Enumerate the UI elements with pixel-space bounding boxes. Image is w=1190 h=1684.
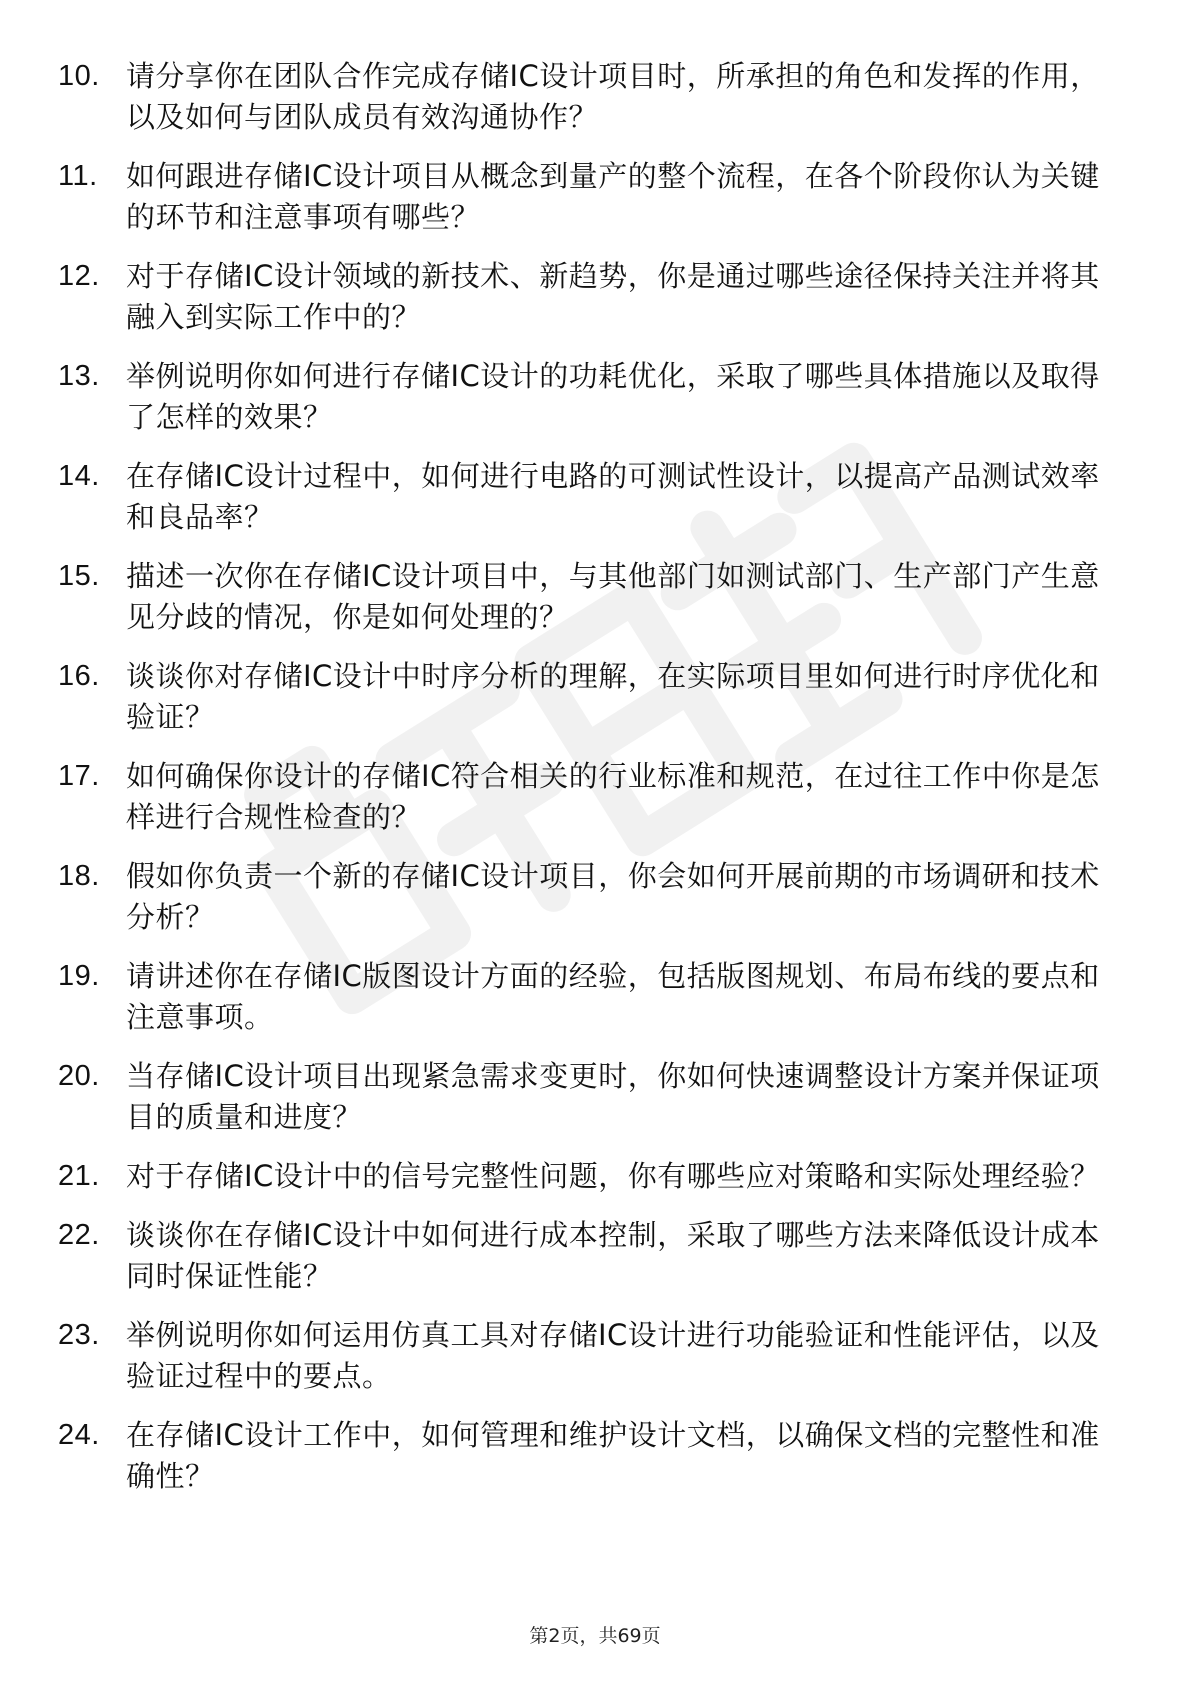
question-list (58, 56, 1118, 1515)
question-item-20 (58, 1056, 1118, 1138)
question-text: 举例说明你如何运用仿真工具对存储IC设计进行功能验证和性能评估，以及验证过程中的要点。 (126, 1318, 1100, 1393)
question-text: 对于存储IC设计领域的新技术、新趋势，你是通过哪些途径保持关注并将其融入到实际工作中的？ (126, 259, 1100, 334)
question-item-23 (58, 1315, 1118, 1397)
question-item-24 (58, 1415, 1118, 1497)
question-number: 10. (58, 60, 100, 92)
question-number: 13. (58, 360, 100, 392)
question-text: 如何跟进存储IC设计项目从概念到量产的整个流程，在各个阶段你认为关键的环节和注意事项有哪些？ (126, 159, 1100, 234)
question-number: 12. (58, 260, 100, 292)
question-item-15 (58, 556, 1118, 638)
question-item-19 (58, 956, 1118, 1038)
question-item-22 (58, 1215, 1118, 1297)
question-text: 假如你负责一个新的存储IC设计项目，你会如何开展前期的市场调研和技术分析？ (126, 859, 1100, 934)
question-text: 如何确保你设计的存储IC符合相关的行业标准和规范，在过往工作中你是怎样进行合规性检查的？ (126, 759, 1100, 834)
question-item-13 (58, 356, 1118, 438)
question-text: 在存储IC设计工作中，如何管理和维护设计文档，以确保文档的完整性和准确性？ (126, 1418, 1100, 1493)
question-number: 14. (58, 460, 100, 492)
question-text: 谈谈你对存储IC设计中时序分析的理解，在实际项目里如何进行时序优化和验证？ (126, 659, 1100, 734)
question-number: 19. (58, 960, 100, 992)
question-item-16 (58, 656, 1118, 738)
question-number: 17. (58, 760, 100, 792)
question-text: 对于存储IC设计中的信号完整性问题，你有哪些应对策略和实际处理经验？ (126, 1159, 1100, 1193)
question-number: 11. (58, 160, 98, 192)
question-text: 谈谈你在存储IC设计中如何进行成本控制，采取了哪些方法来降低设计成本同时保证性能？ (126, 1218, 1100, 1293)
page-number-label: 第2页，共69页 (529, 1625, 661, 1647)
question-number: 21. (58, 1160, 100, 1192)
question-number: 18. (58, 860, 100, 892)
question-text: 当存储IC设计项目出现紧急需求变更时，你如何快速调整设计方案并保证项目的质量和进度？ (126, 1059, 1100, 1134)
question-item-11 (58, 156, 1118, 238)
question-number: 16. (58, 660, 100, 692)
question-text: 在存储IC设计过程中，如何进行电路的可测试性设计，以提高产品测试效率和良品率？ (126, 459, 1100, 534)
question-item-17 (58, 756, 1118, 838)
question-item-21 (58, 1156, 1118, 1197)
question-text: 请分享你在团队合作完成存储IC设计项目时，所承担的角色和发挥的作用，以及如何与团队成员有效沟通协作？ (126, 59, 1100, 134)
question-number: 22. (58, 1219, 100, 1251)
question-number: 20. (58, 1060, 100, 1092)
question-number: 24. (58, 1419, 100, 1451)
question-text: 描述一次你在存储IC设计项目中，与其他部门如测试部门、生产部门产生意见分歧的情况，你是如何处理的？ (126, 559, 1100, 634)
question-item-14 (58, 456, 1118, 538)
question-text: 举例说明你如何进行存储IC设计的功耗优化，采取了哪些具体措施以及取得了怎样的效果？ (126, 359, 1100, 434)
question-text: 请讲述你在存储IC版图设计方面的经验，包括版图规划、布局布线的要点和注意事项。 (126, 959, 1100, 1034)
question-number: 15. (58, 560, 100, 592)
question-item-12 (58, 256, 1118, 338)
question-item-10 (58, 56, 1118, 138)
question-item-18 (58, 856, 1118, 938)
question-number: 23. (58, 1319, 100, 1351)
page-footer (0, 1621, 1190, 1648)
